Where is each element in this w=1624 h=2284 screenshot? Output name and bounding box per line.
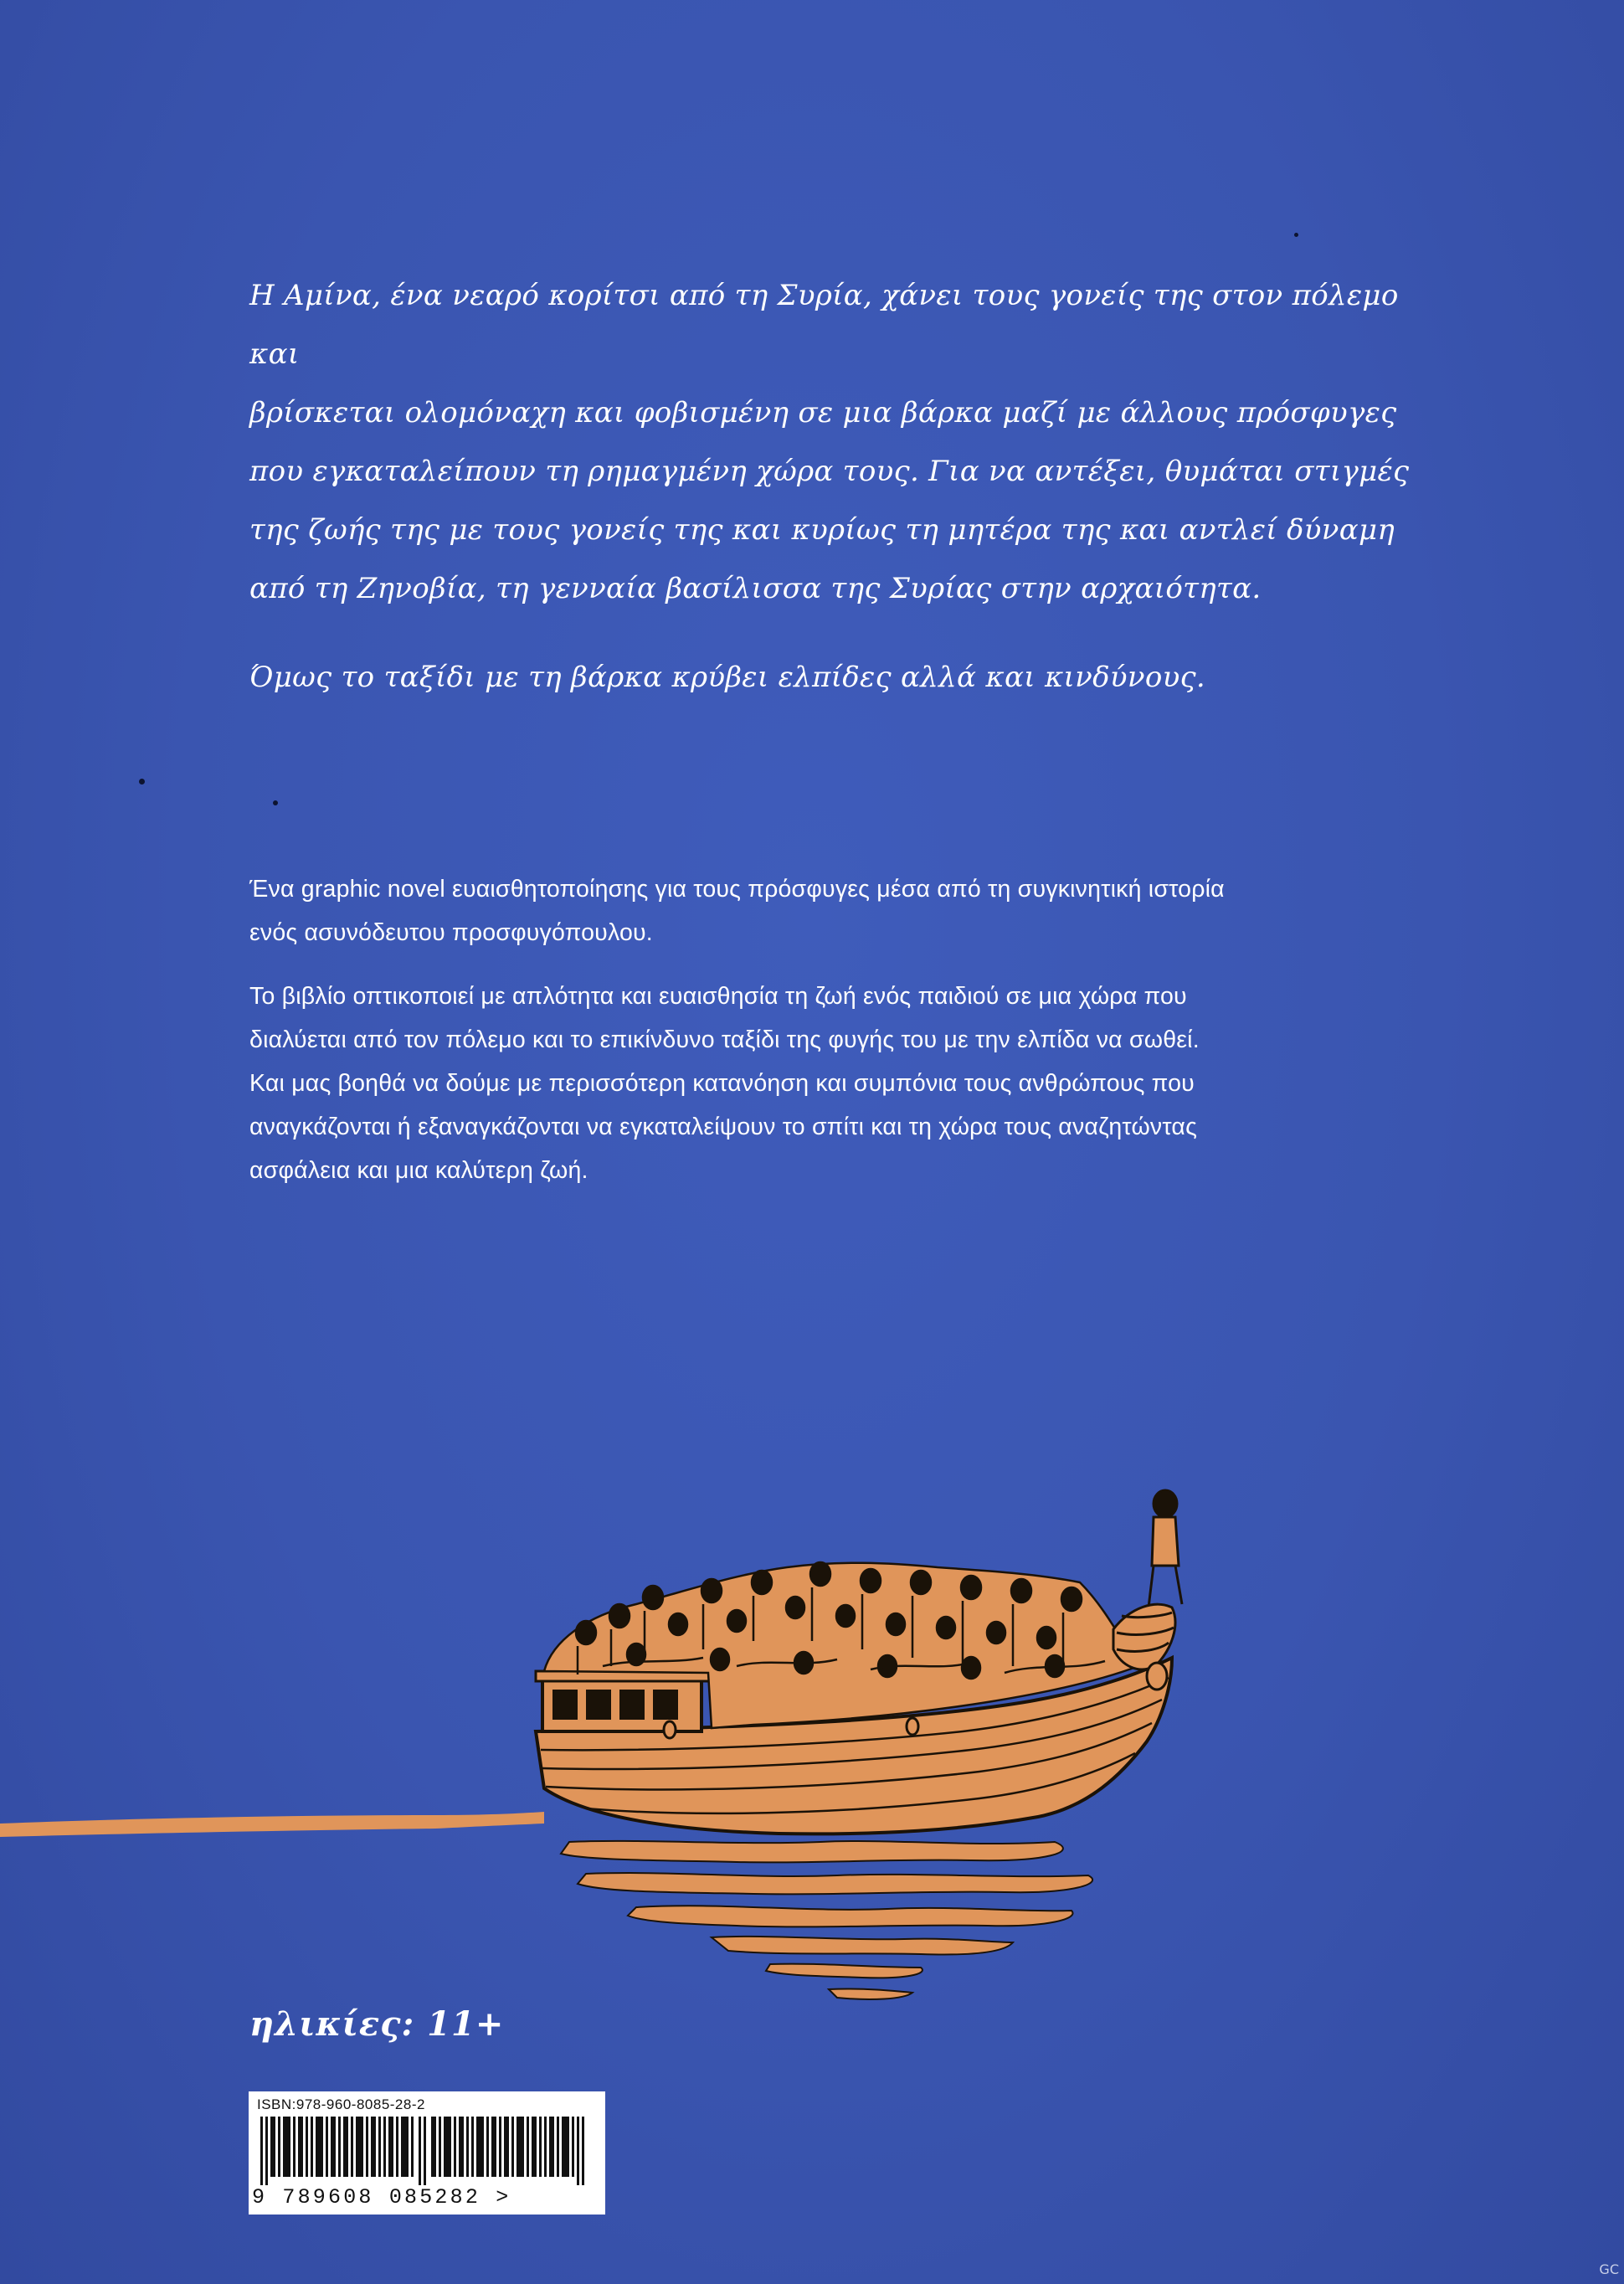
refugee-boat-illustration — [0, 1482, 1624, 2118]
blurb-paragraph-1 — [249, 266, 1421, 618]
print-speck — [139, 779, 145, 784]
description-line: ασφάλεια και μια καλύτερη ζωή. — [249, 1157, 588, 1184]
water-reflections — [561, 1841, 1092, 1999]
description-line: αναγκάζονται ή εξαναγκάζονται να εγκαταλείψουν το σπίτι και τη χώρα τους αναζητώντας — [249, 1114, 1198, 1140]
description-paragraph-1 — [249, 867, 1405, 954]
description-line: διαλύεται από τον πόλεμο και το επικίνδυνο ταξίδι της φυγής του με την ελπίδα να σωθεί. — [249, 1026, 1200, 1053]
description — [249, 867, 1405, 1192]
blurb-line: βρίσκεται ολομόναχη και φοβισμένη σε μια βάρκα μαζί με άλλους πρόσφυγες — [249, 396, 1397, 430]
blurb-paragraph-2: Όμως το ταξίδι με τη βάρκα κρύβει ελπίδες αλλά και κινδύνους. — [249, 661, 1206, 694]
isbn-barcode — [249, 2091, 605, 2215]
isbn-digits: 9 789608 085282 > — [252, 2185, 511, 2209]
corner-mark: GC — [1599, 2261, 1619, 2277]
description-line: Και μας βοηθά να δούμε με περισσότερη κατανόηση και συμπόνια τους ανθρώπους που — [249, 1070, 1195, 1097]
wake-trail — [0, 1812, 544, 1837]
blurb-line: που εγκαταλείπουν τη ρημαγμένη χώρα τους. Για να αντέξει, θυμάται στιγμές — [249, 455, 1410, 488]
print-speck — [273, 800, 278, 805]
blurb — [249, 266, 1421, 707]
description-paragraph-2 — [249, 975, 1405, 1192]
barcode-bars — [260, 2117, 595, 2185]
description-line: ενός ασυνόδευτου προσφυγόπουλου. — [249, 919, 653, 946]
blurb-line: Η Αμίνα, ένα νεαρό κορίτσι από τη Συρία, χάνει τους γονείς της στον πόλεμο και — [249, 279, 1399, 371]
blurb-line: της ζωής της με τους γονείς της και κυρίως τη μητέρα της και αντλεί δύναμη — [249, 513, 1395, 547]
print-speck — [1294, 233, 1298, 237]
isbn-label: ISBN:978-960-8085-28-2 — [257, 2096, 425, 2112]
age-label: ηλικίες: 11+ — [249, 2004, 505, 2044]
boat-cabin — [536, 1671, 712, 1731]
blurb-line: από τη Ζηνοβία, τη γενναία βασίλισσα της Συρίας στην αρχαιότητα. — [249, 572, 1262, 605]
description-line: Το βιβλίο οπτικοποιεί με απλότητα και ευαισθησία τη ζωή ενός παιδιού σε μια χώρα που — [249, 983, 1187, 1010]
description-line: Ένα graphic novel ευαισθητοποίησης για τους πρόσφυγες μέσα από τη συγκινητική ιστορία — [249, 876, 1225, 903]
standing-figure — [1149, 1490, 1182, 1608]
